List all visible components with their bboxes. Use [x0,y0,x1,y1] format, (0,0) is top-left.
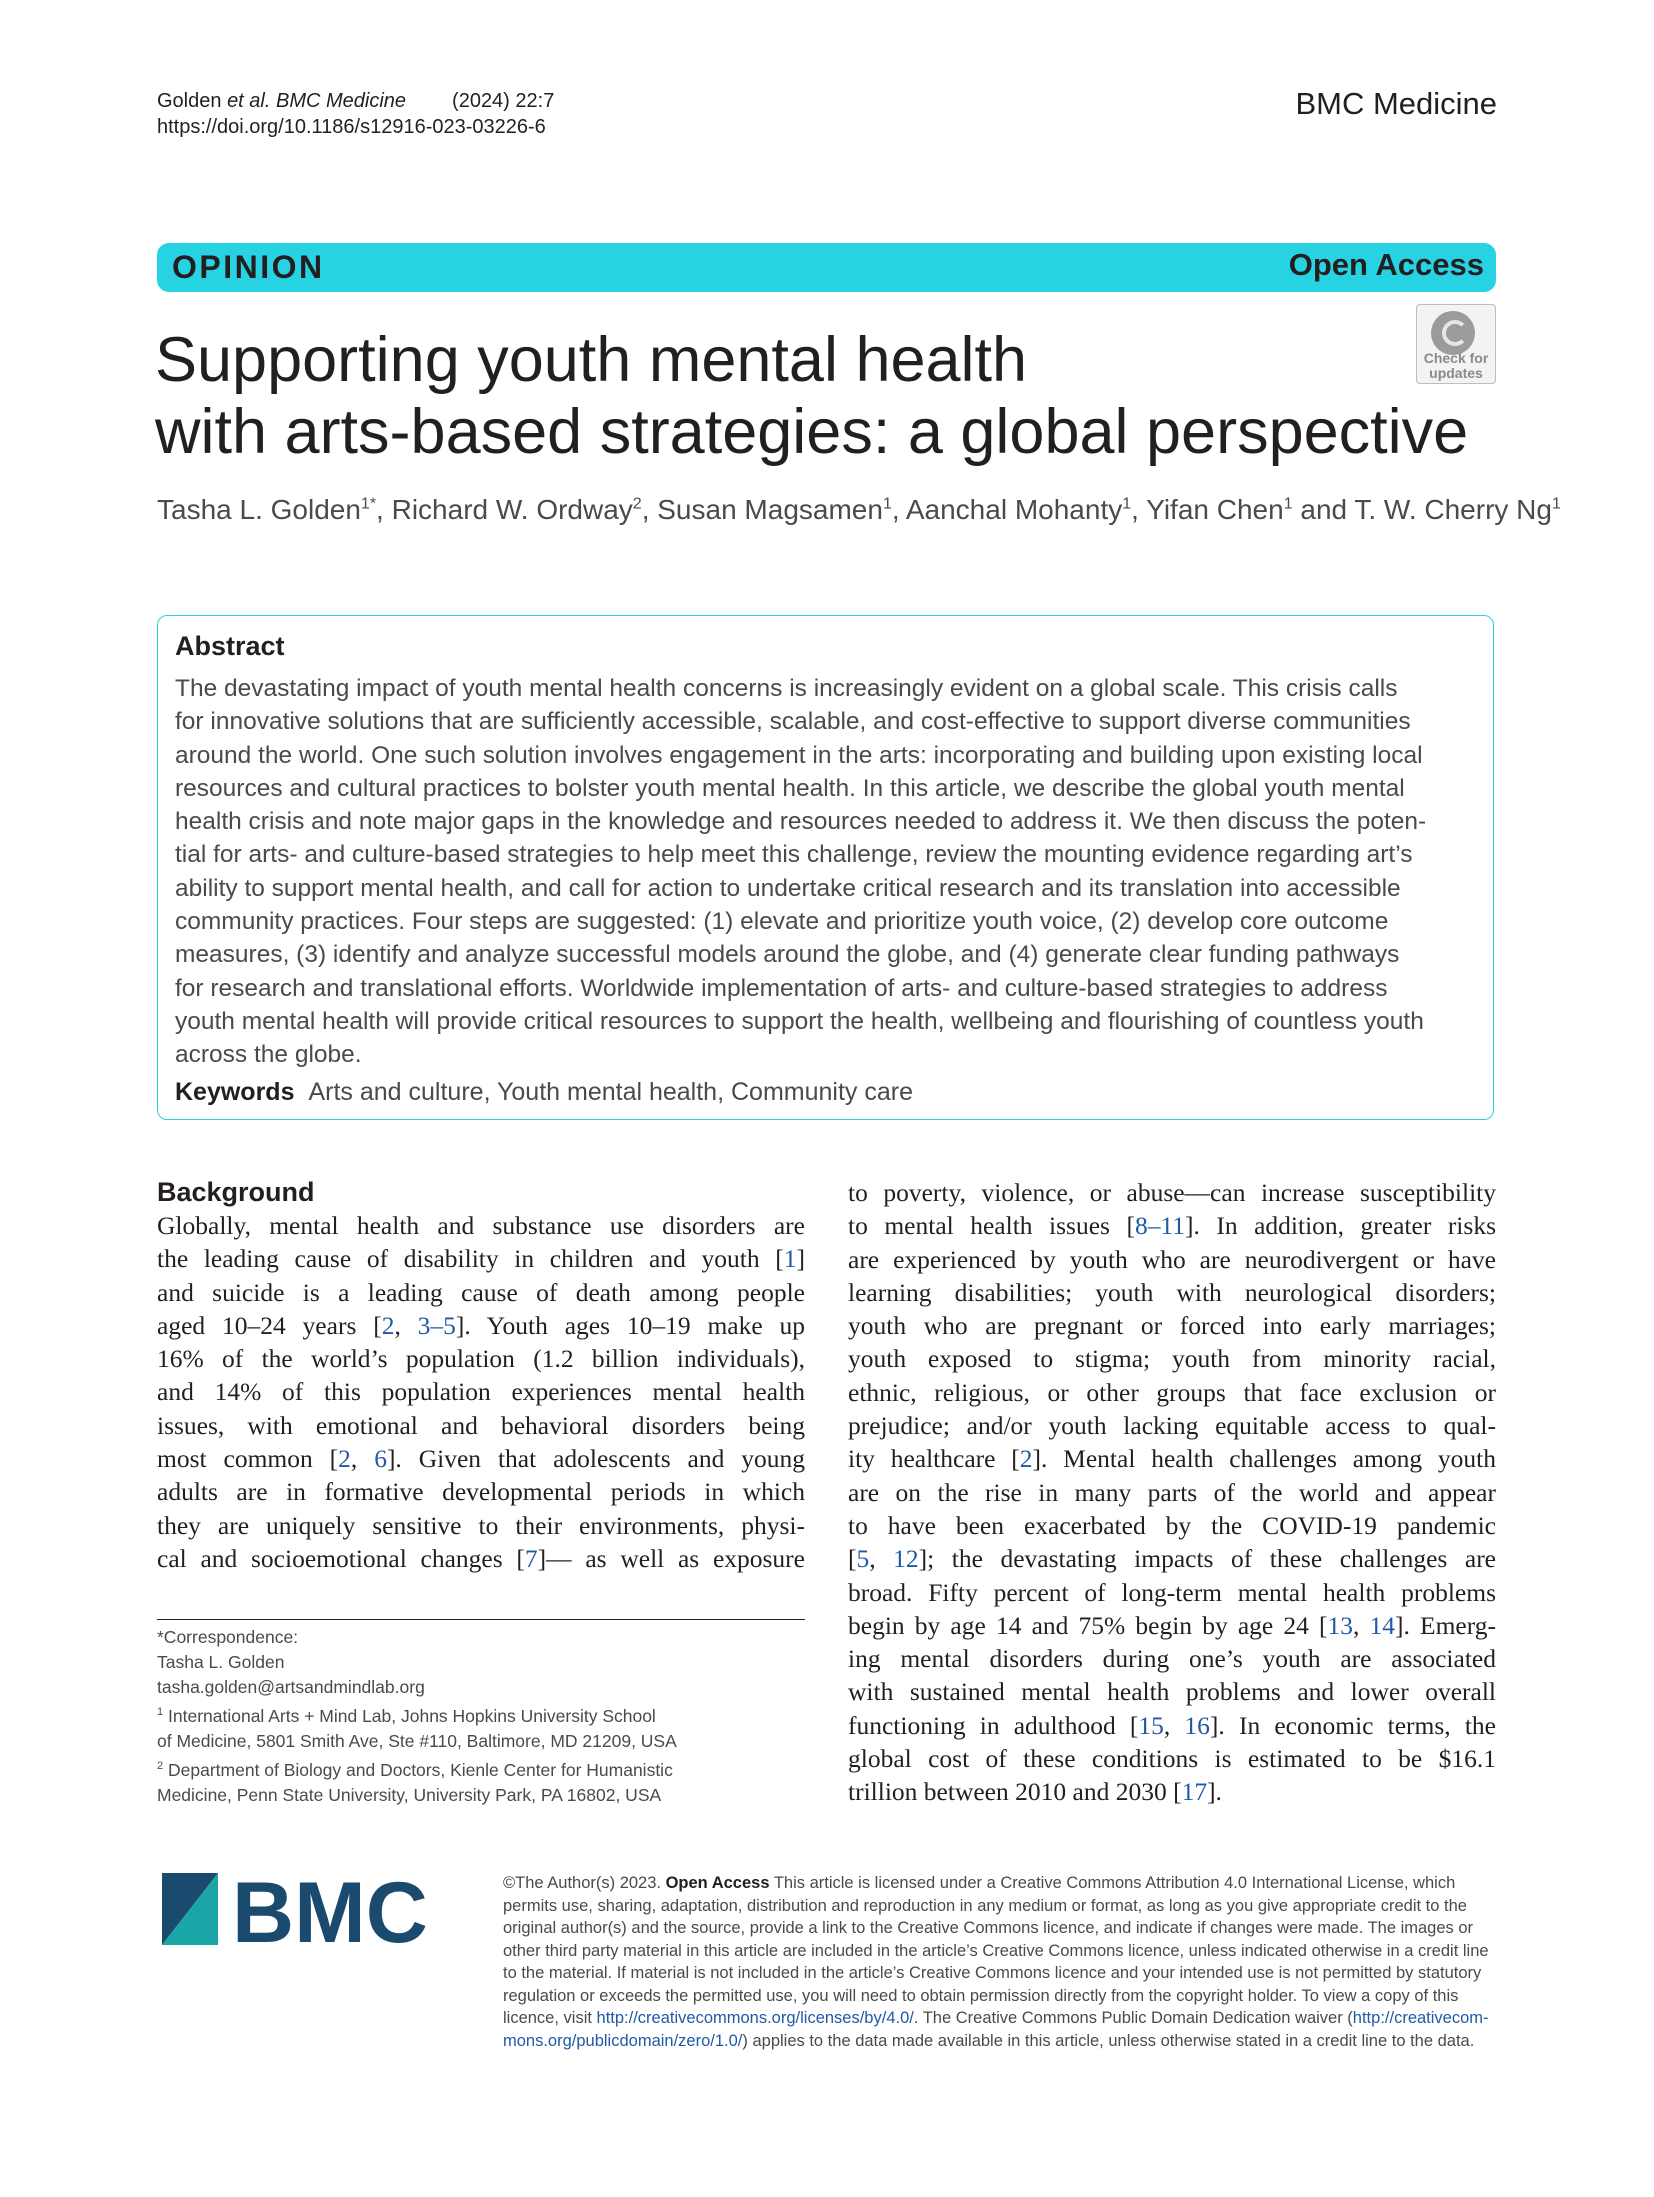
abstract-line: youth mental health will provide critical resources to support the health, wellbeing and flourishing of countless youth [175,1007,1424,1035]
open-access-label: Open Access [1288,247,1484,282]
author-name[interactable]: Yifan Chen [1146,494,1284,525]
author-list: Tasha L. Golden$^{1*}$, Richard W. Ordway$^2$, Susan Magsamen$^1$, Aanchal Mohanty$^1$, Yifan Chen$^1$ and T. W. Cherry Ng$^1$ [157,494,1561,525]
abstract-line: resources and cultural practices to bolster youth mental health. In this article, we describe the global youth mental [175,774,1405,802]
affiliation-2: $^2$ Department of Biology and Doctors, Kienle Center for Humanistic [157,1759,673,1780]
title-line: Supporting youth mental health [155,325,1028,395]
author-affiliation-marker[interactable]: 1 [1551,495,1561,513]
correspondence-label: *Correspondence: [157,1627,299,1647]
abstract-line: for innovative solutions that are sufficiently accessible, scalable, and cost-effective to support diverse communities [175,708,1411,736]
body-column-left [157,1176,805,1575]
text-line: Globally, mental health and substance use disorders are [157,1211,805,1240]
citation-link[interactable]: 7 [524,1543,538,1573]
text-line: ity healthcare [2]. Mental health challenges among youth [848,1444,1496,1474]
text-line: and suicide is a leading cause of death among people [157,1277,805,1307]
abstract-line: ability to support mental health, and call for action to undertake critical research and its translation into accessible [175,874,1401,902]
text-line: ing mental disorders during one’s youth are associated [848,1644,1496,1674]
license-link[interactable]: http://creativecom- [1352,2009,1489,2027]
text-line: they are uniquely sensitive to their environments, physi- [157,1510,805,1540]
text-line: cal and socioemotional changes [7]— as well as exposure [157,1543,805,1573]
text-line: prejudice; and/or youth lacking equitable access to qual- [848,1411,1496,1441]
text-line: broad. Fifty percent of long-term mental health problems [848,1577,1496,1607]
author-name[interactable]: Tasha L. Golden [157,494,361,525]
background-paragraph-right [848,1176,1496,1809]
author-affiliation-marker[interactable]: 1 [1283,495,1293,513]
article-type: OPINION [172,249,325,285]
abstract-line: tial for arts- and culture-based strategies to help meet this challenge, review the mounting evidence regarding art’s [175,841,1413,869]
check-updates-line2: updates [1429,365,1483,381]
license-line: permits use, sharing, adaptation, distribution and reproduction in any medium or format, as long as you give appropriate credit to the [503,1896,1467,1915]
title-line: with arts-based strategies: a global perspective [155,397,1469,467]
license-line: mons.org/publicdomain/zero/1.0/) applies to the data made available in this article, unless otherwise stated in a credit line to the data. [503,2031,1475,2050]
text-line: youth who are pregnant or forced into early marriages; [848,1311,1496,1341]
citation-journal: et al. BMC Medicine [227,90,407,112]
citation-link[interactable]: 17 [1181,1777,1208,1807]
text-line: to mental health issues [8–11]. In addition, greater risks [848,1211,1496,1241]
update-icon [1431,311,1475,355]
correspondence-name: Tasha L. Golden [157,1652,285,1672]
text-line: 16% of the world’s population (1.2 billion individuals), [157,1344,805,1374]
citation-link[interactable]: 16 [1184,1710,1210,1740]
text-line: issues, with emotional and behavioral disorders being [157,1410,805,1440]
abstract-line: for research and translational efforts. Worldwide implementation of arts- and culture-based strategies to address [175,974,1388,1002]
author-affiliation-marker[interactable]: 1 [882,495,892,513]
text-line: begin by age 14 and 75% begin by age 24 [13, 14]. Emerg- [848,1610,1497,1640]
keywords [175,1078,913,1107]
keywords-list: Arts and culture, Youth mental health, Community care [308,1078,913,1106]
text-line: with sustained mental health problems and lower overall [848,1677,1496,1707]
citation-year: (2024) 22:7 [452,90,555,112]
citation-authors: Golden [157,90,228,112]
logo-wordmark: BMC [232,1873,428,1953]
affiliation-1-cont: of Medicine, 5801 Smith Ave, Ste #110, Baltimore, MD 21209, USA [157,1730,677,1751]
footnote-divider [157,1619,805,1620]
body-column-right [848,1176,1496,1809]
text-line: global cost of these conditions is estimated to be $16.1 [848,1744,1496,1774]
running-citation [157,88,554,140]
author-name[interactable]: Aanchal Mohanty [905,494,1123,525]
abstract-line: health crisis and note major gaps in the knowledge and resources needed to address it. We then discuss the poten- [175,808,1427,836]
license-line: ©The Author(s) 2023. Open Access This article is licensed under a Creative Commons Attribution 4.0 International License, which [503,1874,1456,1892]
text-line: are on the rise in many parts of the world and appear [848,1477,1496,1507]
abstract-line: around the world. One such solution involves engagement in the arts: incorporating and building upon existing local [175,741,1423,769]
text-line: [5, 12]; the devastating impacts of these challenges are [848,1544,1497,1574]
citation-link[interactable]: 6 [374,1444,387,1474]
citation-link[interactable]: 13 [1327,1610,1353,1640]
footnotes [157,1625,805,1808]
license-link[interactable]: mons.org/publicdomain/zero/1.0/ [503,2031,743,2050]
affiliation-1: $^1$ International Arts + Mind Lab, Johns Hopkins University School [157,1705,656,1726]
citation-link[interactable]: 3–5 [417,1310,456,1340]
text-line: and 14% of this population experiences mental health [157,1377,805,1407]
license-line: licence, visit http://creativecommons.org/licenses/by/4.0/. The Creative Commons Public Domain Dedication waiver (http://creativecom- [503,2009,1489,2027]
check-for-updates-button[interactable] [1416,304,1496,384]
text-line: the leading cause of disability in children and youth [1] [157,1244,805,1274]
text-line: to poverty, violence, or abuse—can increase susceptibility [848,1178,1496,1207]
license-line: to the material. If material is not included in the article’s Creative Commons licence and your intended use is not permitted by statutory [503,1964,1482,1982]
text-line: functioning in adulthood [15, 16]. In economic terms, the [848,1710,1496,1740]
author-name[interactable]: Richard W. Ordway [391,494,633,525]
citation-link[interactable]: 2 [1019,1444,1033,1474]
citation-link[interactable]: 2 [381,1310,395,1340]
affiliation-2-cont: Medicine, Penn State University, University Park, PA 16802, USA [157,1784,662,1805]
doi-link[interactable]: https://doi.org/10.1186/s12916-023-03226-6 [157,116,546,138]
license-line: other third party material in this article are included in the article’s Creative Commons licence, unless indicated otherwise in a credit line [503,1941,1489,1960]
background-paragraph-left [157,1209,805,1575]
citation-link[interactable]: 2 [338,1444,351,1474]
abstract-line: The devastating impact of youth mental health concerns is increasingly evident on a global scale. This crisis calls [175,675,1398,702]
citation-link[interactable]: 15 [1138,1710,1164,1740]
correspondence-email[interactable]: tasha.golden@artsandmindlab.org [157,1677,425,1697]
text-line: learning disabilities; youth with neurological disorders; [848,1277,1496,1307]
article-type-banner [157,243,1496,292]
abstract-line: across the globe. [175,1041,362,1069]
abstract-text [175,672,1475,1072]
abstract-box [157,615,1494,1120]
abstract-heading: Abstract [175,631,285,661]
author-affiliation-marker[interactable]: 1 [1122,495,1132,513]
license-link[interactable]: http://creativecommons.org/licenses/by/4.0/ [596,2009,914,2027]
text-line: most common [2, 6]. Given that adolescents and young [157,1444,806,1474]
text-line: youth exposed to stigma; youth from minority racial, [848,1344,1496,1374]
citation-link[interactable]: 5 [856,1544,870,1574]
author-name[interactable]: T. W. Cherry Ng [1354,494,1552,525]
text-line: are experienced by youth who are neurodivergent or have [848,1244,1496,1274]
abstract-line: community practices. Four steps are suggested: (1) elevate and prioritize youth voice, (2) develop core outcome [175,908,1389,936]
bmc-logo [162,1873,472,1953]
journal-name: BMC Medicine [1295,86,1497,121]
text-line: adults are in formative developmental periods in which [157,1477,805,1507]
citation-link[interactable]: 8–11 [1134,1211,1185,1241]
text-line: ethnic, religious, or other groups that face exclusion or [848,1377,1496,1407]
text-line: trillion between 2010 and 2030 [17]. [848,1777,1222,1807]
check-updates-line1: Check for [1423,350,1489,366]
citation-link[interactable]: 14 [1369,1610,1395,1640]
text-line: to have been exacerbated by the COVID-19 pandemic [848,1510,1496,1540]
license-line: regulation or exceeds the permitted use, you will need to obtain permission directly from the copyright holder. To view a copy of this [503,1986,1459,2005]
license-statement [503,1872,1497,2052]
keywords-label: Keywords [175,1078,295,1106]
license-line: original author(s) and the source, provide a link to the Creative Commons licence, and indicate if changes were made. The images or [503,1919,1474,1937]
section-heading-background: Background [157,1177,315,1207]
author-affiliation-marker[interactable]: 1* [360,495,377,513]
citation-link[interactable]: 1 [783,1244,797,1274]
text-line: aged 10–24 years [2, 3–5]. Youth ages 10–19 make up [157,1310,806,1340]
abstract-line: measures, (3) identify and analyze successful models around the globe, and (4) generate clear funding pathways [175,941,1400,969]
author-affiliation-marker[interactable]: 2 [632,495,642,513]
citation-link[interactable]: 12 [893,1544,919,1574]
author-name[interactable]: Susan Magsamen [657,494,883,525]
